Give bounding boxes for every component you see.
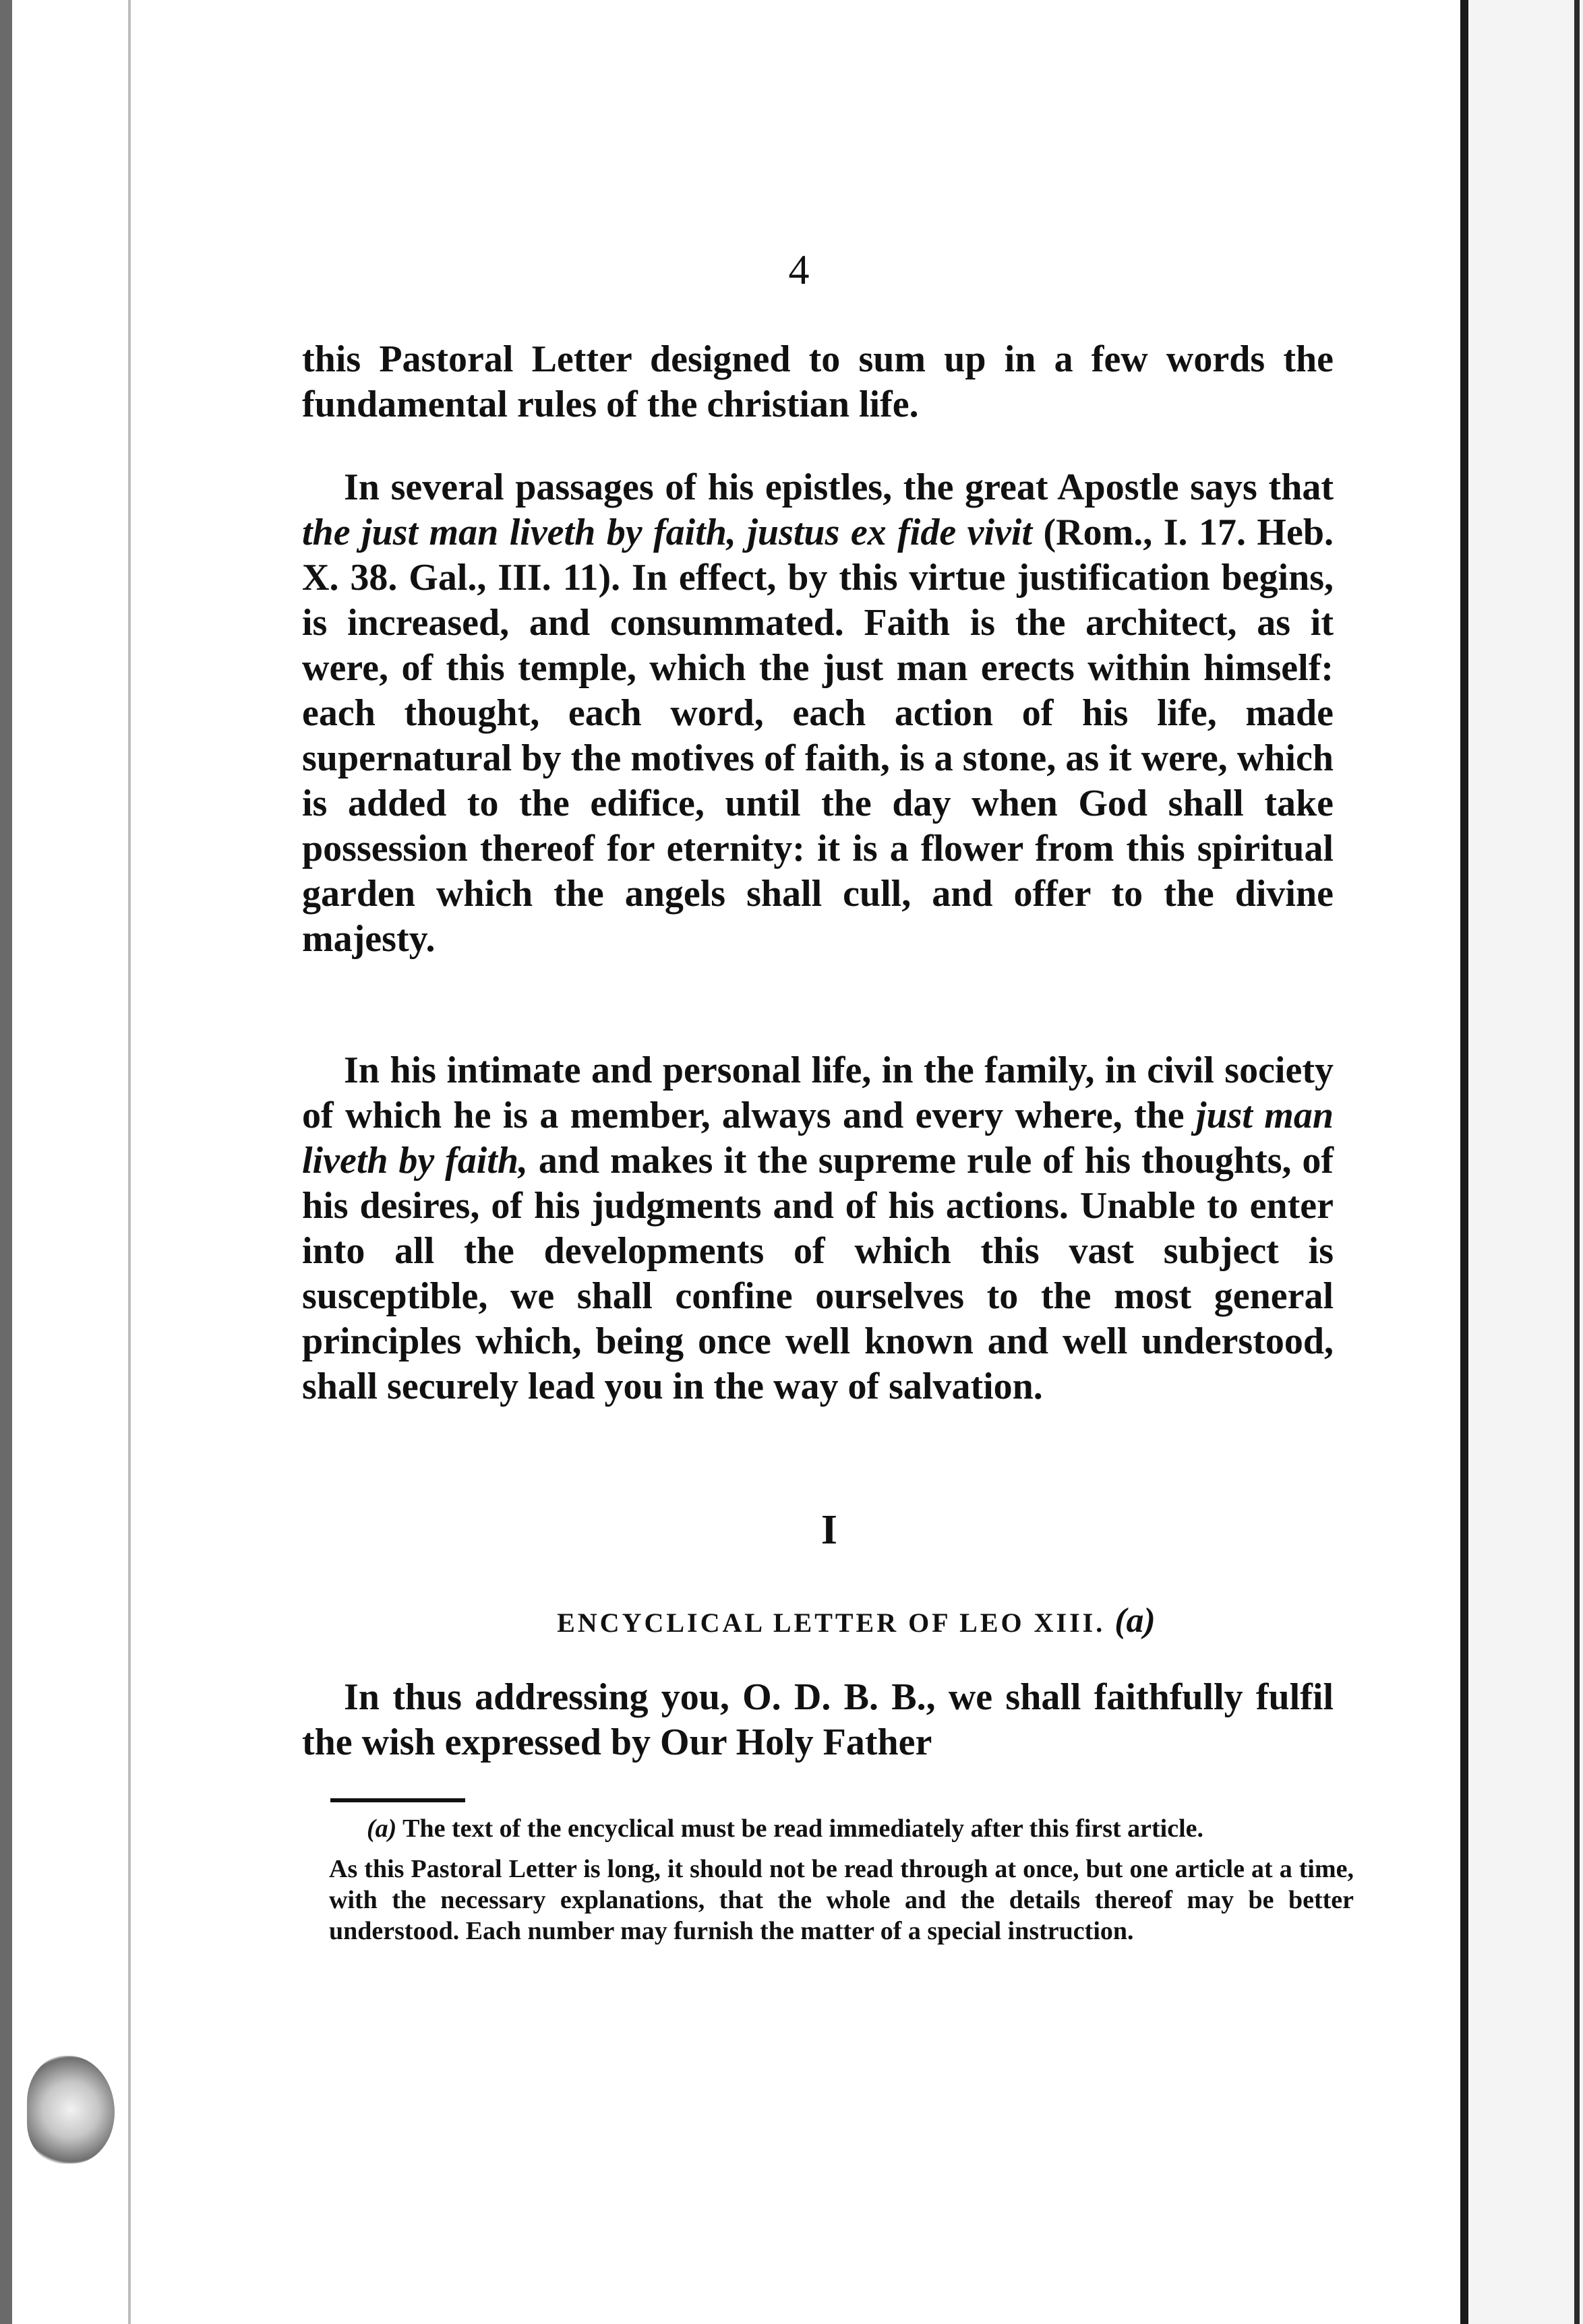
italic-quote: the just man liveth by faith, justus ex fide vivit xyxy=(302,512,1033,553)
paragraph-text-part: (Rom., I. 17. Heb. X. 38. Gal., III. 11). In effect, by this virtue justification begins, is increased, and consummated. Faith is the architect, as it were, of this temple, which the just man erects within himself: each thought, each word, each action of his life, made supernatural by the motives of faith, is a stone, as it were, which is added to the edifice, until the day when God shall take possession thereof for eternity: it is a flower from this spiritual garden which the angels shall cull, and offer to the divine majesty. xyxy=(302,512,1334,960)
footnote-b: As this Pastoral Letter is long, it should not be read through at once, but one article at a time, with the necessary explanations, that the whole and the details thereof may be better understood. Each number may furnish the matter of a special instruction. xyxy=(329,1855,1354,1945)
section-numeral: I xyxy=(820,1507,838,1553)
footnotes xyxy=(329,1813,1354,1956)
section-heading xyxy=(485,1601,1227,1641)
paragraph-text: this Pastoral Letter designed to sum up in a few words the fundamental rules of the christian life. xyxy=(302,338,1334,425)
scan-edge-inner xyxy=(128,0,131,2324)
section-heading-text: ENCYCLICAL LETTER OF LEO XIII. xyxy=(557,1608,1106,1638)
paragraph-text-part: In his intimate and personal life, in the family, in civil society of which he is a member, always and every where, the xyxy=(302,1049,1334,1136)
page-number: 4 xyxy=(788,247,810,293)
scan-edge-right xyxy=(1460,0,1468,2324)
footnote-text: The text of the encyclical must be read immediately after this first article. xyxy=(396,1814,1204,1843)
footnote-divider xyxy=(330,1798,465,1802)
paragraph-faith xyxy=(302,465,1334,962)
paragraph-text-part: In several passages of his epistles, the great Apostle says that xyxy=(344,466,1334,508)
footnote-mark: (a) xyxy=(367,1814,397,1843)
scan-edge-far-right xyxy=(1574,0,1580,2324)
paragraph-continuation xyxy=(302,337,1334,427)
scan-edge-left xyxy=(0,0,12,2324)
paragraph-encyclical xyxy=(302,1675,1334,1765)
footnote-reference: (a) xyxy=(1114,1601,1156,1640)
paper-damage-blotch xyxy=(27,2056,115,2164)
paragraph-personal-life xyxy=(302,1048,1334,1409)
italic-quote: just man liveth by faith, xyxy=(302,1095,1334,1182)
paragraph-text-part: and makes it the supreme rule of his thoughts, of his desires, of his judgments and of his actions. Unable to enter into all the developments of which this vast subject is susceptible, we shall confine ourselves to the most general principles which, being once well known and well understood, shall securely lead you in the way of salvation. xyxy=(302,1140,1334,1407)
scan-margin-right xyxy=(1468,0,1583,2324)
paragraph-text: In thus addressing you, O. D. B. B., we shall faithfully fulfil the wish expressed by Our Holy Father xyxy=(302,1676,1334,1763)
footnote-a xyxy=(329,1813,1354,1844)
